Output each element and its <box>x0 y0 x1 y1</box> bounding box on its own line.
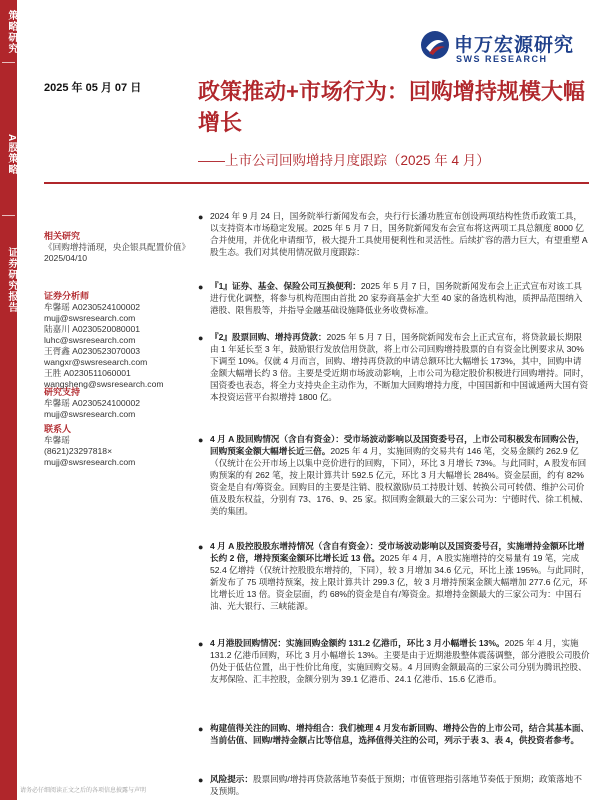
analyst-line: 牟馨瑶 A0230524100002 <box>44 302 141 312</box>
analyst-email[interactable]: luhc@swsresearch.com <box>44 335 136 345</box>
page-footer-note: 请务必仔细阅读正文之后的各项信息披露与声明 <box>20 788 147 794</box>
bullet-dot-icon: ● <box>198 282 204 292</box>
bullet-dot-icon: ● <box>198 435 204 445</box>
bullet-item <box>198 637 590 685</box>
contact-name: 牟馨瑶 <box>44 435 70 445</box>
related-research-link[interactable]: 《回购增持涌现，央企银具配置价值》 2025/04/10 <box>44 242 191 263</box>
sidebar-subcategory: A股策略 <box>6 134 17 176</box>
analyst-email[interactable]: wangxr@swsresearch.com <box>44 357 148 367</box>
contact-phone: (8621)23297818× <box>44 446 113 456</box>
sidebar-divider <box>2 62 15 63</box>
bullet-bold: 4 月 A 股回购情况（含自有资金）：受市场波动影响以及国资委号召，上市公司积极发布回购公告，回购预案金额大幅增长近三倍。 <box>210 434 585 456</box>
analyst-email[interactable]: wangsheng@swsresearch.com <box>44 379 164 389</box>
bullet-item <box>198 433 590 517</box>
assistant-email[interactable]: mujj@swsresearch.com <box>44 409 136 419</box>
assistant-section <box>44 386 194 420</box>
analyst-email[interactable]: mujj@swsresearch.com <box>44 313 136 323</box>
analyst-title: 证券分析师 <box>44 291 90 301</box>
bullet-item <box>198 722 590 746</box>
analyst-line: 王胥鑫 A0230523070003 <box>44 346 141 356</box>
bullet-text: 2024 年 9 月 24 日，国务院举行新闻发布会，央行行长潘功胜宣布创设两项结构性货币政策工具，以支持资本市场稳定发展。2025 年 5 月 7 日，国务院新闻发布会宣布将这两项工具总额度 8000 亿合并使用，并优化申请细节，极大提升工具使用便利性和灵活性。后续扩容的潜力巨大，有望重塑 A 股生态。我们对其使用情况做月度跟踪： <box>210 211 588 257</box>
sidebar-category: 策略研究 <box>6 10 17 54</box>
related-research <box>44 230 194 264</box>
report-subtitle: ——上市公司回购增持月度跟踪（2025 年 4 月） <box>198 153 490 168</box>
bullet-text: 2025 年 4 月，实施 131.2 亿港币回购，环比 3 月小幅增长 13%。主要是由于近期港股整体震荡调整，部分港股公司股价仍处于低估位置，出于性价比角度，实施回购交易。4 月回购金额最高的三家公司分别为腾讯控股、友邦保险、汇丰控股，金额分别为 39.1 亿港币、24.1 亿港币、15.6 亿港币。 <box>210 638 590 684</box>
logo-name-en: SWS RESEARCH <box>456 54 548 64</box>
bullet-bold: 『1』证券、基金、保险公司互换便利： <box>210 281 361 291</box>
bullet-text: 2025 年 5 月 7 日，国务院新闻发布会上正式宣布对该工具进行优化调整，将参与机构范围由首批 20 家券商基金扩大至 40 家的备选机构池，质押品范围纳入港股、限售股等，并指导金融基础设施降低业务收费标准。 <box>210 281 583 315</box>
bullet-text: 2025 年 4 月，A 股实施增持的交易量有 19 笔，完成 52.4 亿增持（仅统计控股股东增持的，下同），较 3 月增加 34.6 亿元，环比上涨 195%。与此同时，新发布了 75 项增持预案，按上限计算共计 299.3 亿，较 3 月增持预案金额大幅增加 277.6 亿元，环比增长近 13 倍。资金层面，约 68%的资金是自有/筹资金。拟增持金额最大的三家公司为：中国石油、光大银行、三峡能源。 <box>210 553 590 611</box>
sidebar-report-type: 证券研究报告 <box>6 247 17 313</box>
bullet-dot-icon: ● <box>198 212 204 222</box>
bullet-dot-icon: ● <box>198 775 204 785</box>
bullet-item <box>198 210 590 258</box>
bullet-item <box>198 280 590 316</box>
bullet-dot-icon: ● <box>198 333 204 343</box>
logo-name-cn: 申万宏源研究 <box>454 35 575 56</box>
bullet-dot-icon: ● <box>198 724 204 734</box>
bullet-dot-icon: ● <box>198 542 204 552</box>
report-title: 政策推动+市场行为：回购增持规模大幅增长 <box>198 79 585 135</box>
sidebar-strip <box>0 0 17 800</box>
related-research-title: 相关研究 <box>44 231 81 241</box>
contact-title: 联系人 <box>44 424 72 434</box>
sidebar-divider <box>2 215 15 216</box>
bullet-bold: 4 月港股回购情况：实施回购金额约 131.2 亿港币，环比 3 月小幅增长 13%。 <box>210 638 505 648</box>
bullet-item <box>198 540 590 612</box>
bullet-bold: 构建值得关注的回购、增持组合：我们梳理 4 月发布新回购、增持公告的上市公司，结合其基本面、当前估值、回购/增持金额占比等信息，选择值得关注的公司，列示于表 3、表 4，供投资者参考。 <box>210 723 590 745</box>
bullet-item <box>198 773 590 797</box>
bullet-bold: 风险提示： <box>210 774 253 784</box>
analyst-line: 王胜 A0230511060001 <box>44 368 131 378</box>
assistant-line: 牟馨瑶 A0230524100002 <box>44 398 141 408</box>
report-date: 2025 年 05 月 07 日 <box>44 82 142 94</box>
analyst-line: 陆嘉川 A0230520080001 <box>44 324 141 334</box>
bullet-text: 股票回购/增持再贷款落地节奏低于预期；市值管理指引落地节奏低于预期；政策落地不及预期。 <box>210 774 582 796</box>
bullet-text: 2025 年 4 月，实施回购的交易共有 146 笔，交易金额约 262.9 亿（仅统计在公开市场上以集中竞价进行的回购，下同），环比 3 月增长 73%。与此同时，A 股发布回购预案的有 262 笔，按上限计算共计 592.5 亿元，环比 3 月大幅增长 284%。资金层面，约有 82%资金是自有/筹资金。回购目的主要是注销、股权激励/员工持股计划、转换公司可转债、维护公司价值及股东权益，分别有 73、176、9、25 家。拟回购金额最大的三家公司为：宁德时代、徐工机械、美的集团。 <box>210 446 589 516</box>
bullet-item <box>198 331 590 403</box>
contact-email[interactable]: mujj@swsresearch.com <box>44 457 136 467</box>
assistant-title: 研究支持 <box>44 387 81 397</box>
header-divider <box>44 182 589 184</box>
company-logo <box>420 30 580 66</box>
bullet-text: 2025 年 5 月 7 日，国务院新闻发布会上正式宣布，将贷款最长期限由 1 年延长至 3 年，鼓励银行发放信用贷款，将上市公司回购增持股票的自有资金比例要求从 30%下调至 10%。仅就 4 月而言，回购、增持再贷款的申请总额环比大幅增长 173%，其中，回购申请金额大幅增长约 3 倍。主要是受近期市场波动影响，上市公司为稳定股价积极进行回购增持。同时，国资委也表态，将全力支持央企主动作为，不断加大回购增持力度，中国国新和中国诚通两大国有资本投资运营平台拟增持 1800 亿。 <box>210 332 590 402</box>
bullet-bold: 4 月 A 股控股股东增持情况（含自有资金）：受市场波动影响以及国资委号召，实施增持金额环比增长约 2 倍，增持预案金额环比增长近 13 倍。 <box>210 541 585 563</box>
analyst-section <box>44 290 194 390</box>
contact-section <box>44 423 194 468</box>
bullet-dot-icon: ● <box>198 639 204 649</box>
logo-mark-icon <box>420 30 450 60</box>
bullet-bold: 『2』股票回购、增持再贷款： <box>210 332 327 342</box>
